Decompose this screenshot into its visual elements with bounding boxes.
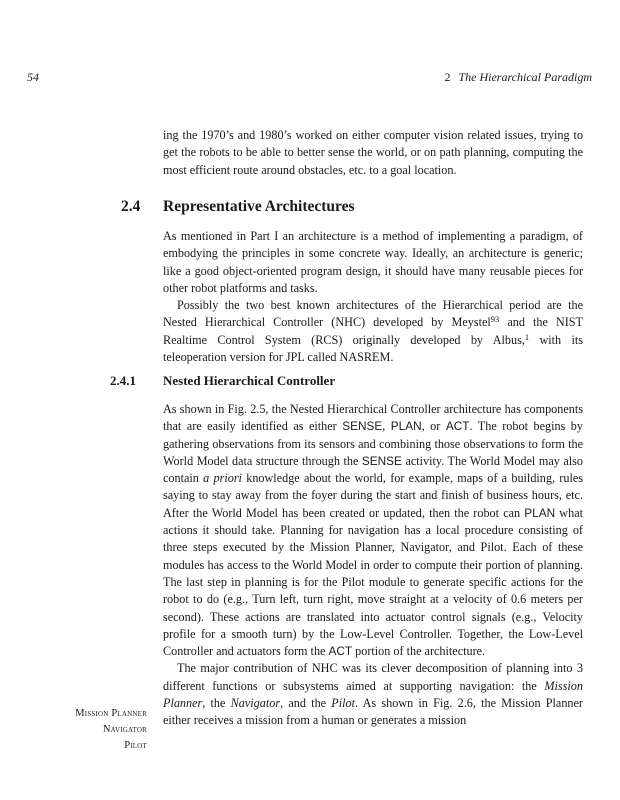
citation-meystel: 93: [490, 314, 500, 325]
term-plan: PLAN: [524, 505, 556, 520]
subsection-number: 2.4.1: [110, 373, 136, 388]
intro-paragraph-block: [163, 127, 583, 179]
section-heading: [121, 198, 140, 216]
section-title: Representative Architectures: [163, 198, 355, 215]
margin-note: Pilot: [124, 740, 147, 751]
margin-notes: [75, 706, 147, 754]
emphasis-pilot: Pilot: [331, 696, 355, 711]
intro-paragraph: ing the 1970’s and 1980’s worked on either computer vision related issues, trying to get the robots to be able to better sense the world, or on path planning, computing the most efficient route around obstacles, etc. to a goal location.: [163, 128, 583, 177]
emphasis-mission-planner: Mission Planner: [163, 678, 583, 711]
chapter-title: The Hierarchical Paradigm: [458, 70, 592, 84]
subsection-paragraph-1: As shown in Fig. 2.5, the Nested Hierarchical Controller architecture has components that are easily identified as either SENSE, PLAN, or ACT. The robot begins by gathering observations from its sensors and combining those observations to form the World Model data structure through the SENSE activity. The World Model may also contain a priori knowledge about the world, for example, maps of a building, rules saying to stay away from the foyer during the start and finish of business hours, etc. After the World Model has been created or updated, then the robot can PLAN what actions it should take. Planning for navigation has a local procedure consisting of three steps executed by the Mission Planner, Navigator, and Pilot. Each of these modules has access to the World Model in order to compute their portion of planning. The last step in planning is for the Pilot module to generate specific actions for the robot to do (e.g., Turn left, turn right, move straight at a velocity of 0.6 meters per second). These actions are translated into actuator control signals (e.g., Velocity profile for a smooth turn) by the Low-Level Controller. Together, the Low-Level Controller and actuators form the ACT portion of the architecture.: [163, 402, 583, 659]
section-number: 2.4: [121, 198, 141, 215]
margin-note: Mission Planner: [75, 708, 147, 719]
section-paragraph-1: As mentioned in Part I an architecture is a method of implementing a paradigm, of embodying the principles in some concrete way. Ideally, an architecture is generic; like a good object-oriented program design, it should have many reusable pieces for other robot platforms and tasks.: [163, 229, 583, 295]
page-number: 54: [27, 70, 39, 84]
chapter-number: 2: [444, 70, 451, 84]
subsection-title: Nested Hierarchical Controller: [163, 373, 336, 388]
section-body: [163, 228, 583, 366]
citation-albus: 1: [524, 331, 530, 342]
term-sense: SENSE: [342, 419, 383, 434]
subsection-paragraph-2: The major contribution of NHC was its clever decomposition of planning into 3 different functions or subsystems aimed at supporting navigation: the Mission Planner, the Navigator, and the Pilot. As shown in Fig. 2.6, the Mission Planner either receives a mission from a human or generates a mission: [163, 661, 583, 728]
section-paragraph-2: Possibly the two best known architectures of the Hierarchical period are the Nested Hierarchical Controller (NHC) developed by Meystel$^{93}$ and the NIST Realtime Control System (RCS) originally developed by Albus,$^1$ with its teleoperation version for JPL called NASREM.: [163, 298, 583, 365]
term-act: ACT: [445, 419, 470, 434]
term-sense: SENSE: [361, 453, 402, 468]
margin-note: Navigator: [102, 724, 147, 735]
term-act: ACT: [328, 644, 353, 659]
term-plan: PLAN: [390, 419, 422, 434]
emphasis-navigator: Navigator: [230, 696, 281, 711]
subsection-body: [163, 401, 583, 730]
emphasis-a-priori: a priori: [203, 471, 242, 486]
running-header: [444, 70, 592, 85]
